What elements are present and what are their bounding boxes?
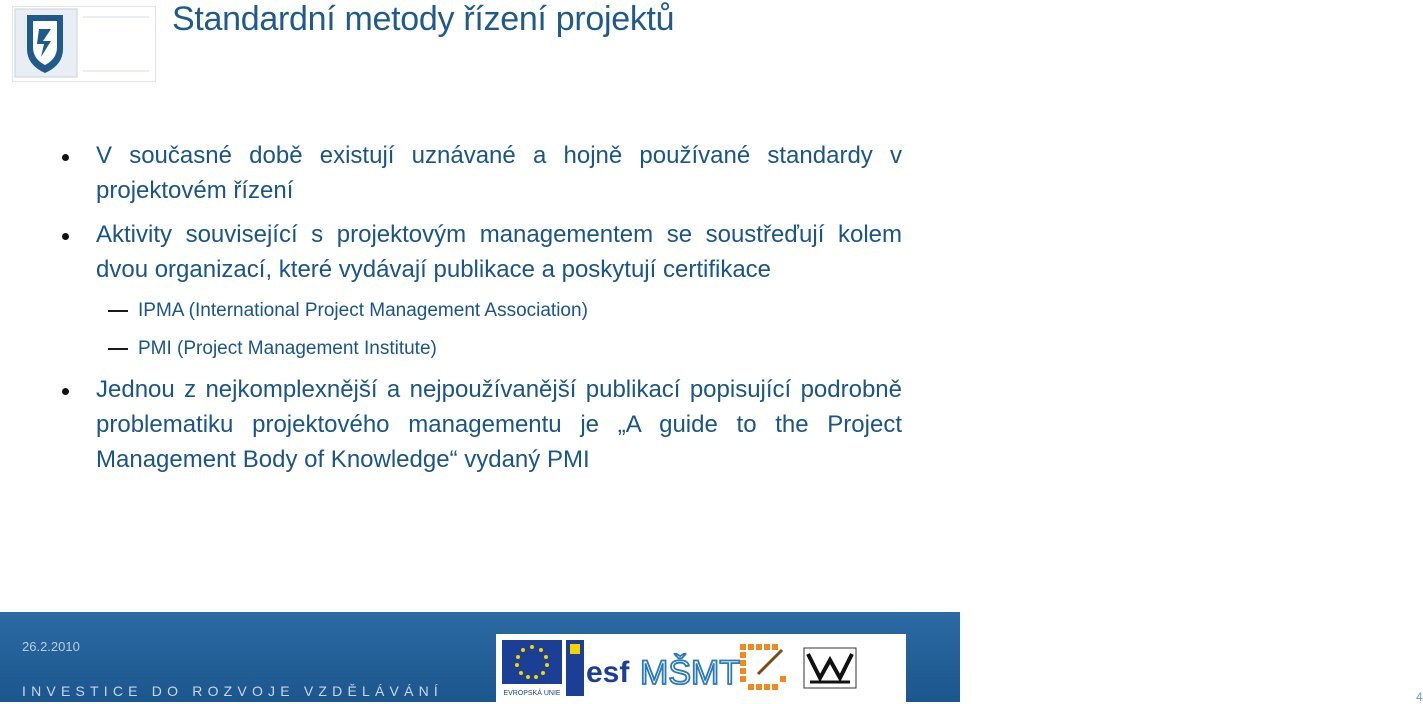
university-emblem-icon <box>800 638 860 698</box>
footer-program-text: INVESTICE DO ROZVOJE VZDĚLÁVÁNÍ <box>22 683 444 699</box>
bullet-dot-icon <box>62 233 69 240</box>
esf-logo-icon <box>566 640 628 696</box>
esf-label: esf <box>586 656 630 689</box>
shield-icon <box>13 7 155 81</box>
sub-item-text: PMI (Project Management Institute) <box>138 338 437 359</box>
sub-item <box>58 334 902 363</box>
op-vk-logo-icon <box>734 636 794 700</box>
sub-item-text: IPMA (International Project Management Association) <box>138 300 588 321</box>
bullet-item <box>58 372 902 477</box>
bullet-text: Jednou z nejkomplexnější a nejpoužívanější publikací popisující podrobně problematiku projektového managementu je „A guide to the Project Management Body of Knowledge“ vydaný PMI <box>96 376 902 473</box>
bullet-text: V současné době existují uznávané a hojně používané standardy v projektovém řízení <box>96 142 902 204</box>
university-logo <box>12 6 156 82</box>
bullet-item <box>58 217 902 287</box>
slide-content <box>58 138 902 486</box>
dash-icon <box>108 348 128 350</box>
page-number: 4 <box>1416 690 1423 704</box>
bullet-item <box>58 138 902 208</box>
eu-label: EVROPSKÁ UNIE <box>503 690 561 697</box>
slide-title: Standardní metody řízení projektů <box>172 0 675 38</box>
sub-item <box>58 296 902 325</box>
dash-icon <box>108 310 128 312</box>
msmt-logo-icon <box>636 638 741 698</box>
eu-flag-icon <box>502 638 562 698</box>
bullet-dot-icon <box>62 388 69 395</box>
footer-bar <box>0 612 1423 704</box>
msmt-label: MŠMT <box>640 654 741 692</box>
bullet-dot-icon <box>62 154 69 161</box>
sponsor-logos <box>496 634 1423 704</box>
footer-date: 26.2.2010 <box>22 639 80 654</box>
bullet-text: Aktivity související s projektovým managementem se soustřeďují kolem dvou organizací, které vydávají publikace a poskytují certifikace <box>96 221 902 283</box>
